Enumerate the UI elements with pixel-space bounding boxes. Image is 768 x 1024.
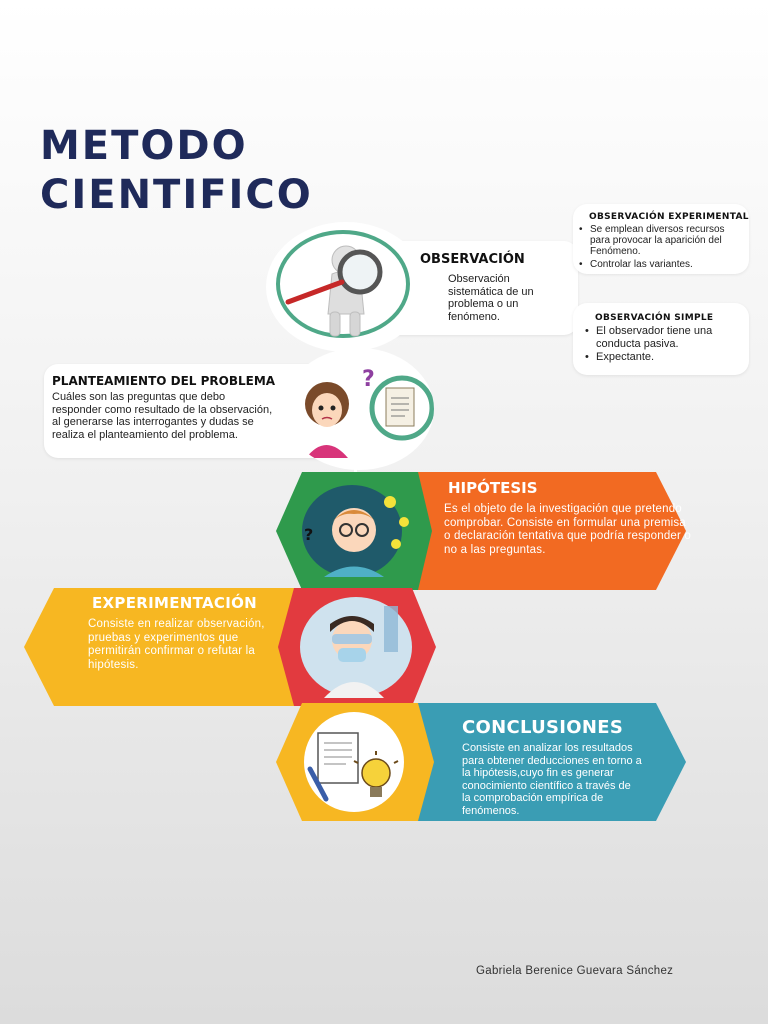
magnifier-figure-icon xyxy=(266,222,426,352)
planteamiento-heading: PLANTEAMIENTO DEL PROBLEMA xyxy=(52,374,276,388)
obs-simple-heading: OBSERVACIÓN SIMPLE xyxy=(595,313,714,323)
hipotesis-heading: HIPÓTESIS xyxy=(448,479,538,497)
observacion-heading: OBSERVACIÓN xyxy=(420,252,525,267)
conclusiones-body: Consiste en analizar los resultados para obtener deducciones en torno a la hipótesis,cuyo fin es generar conocimiento científico a través de la comprobación empírica de fenómenos. xyxy=(462,742,642,817)
title-line-2: CIENTIFICO xyxy=(40,172,313,218)
experimentacion-body: Consiste en realizar observación, pruebas y experimentos que permitirán confirmar o refutar la hipótesis. xyxy=(88,618,265,671)
observacion-body: Observación sistemática de un problema o un fenómeno. xyxy=(448,273,534,323)
obs-simple-item: • El observador tiene una conducta pasiva. xyxy=(585,325,735,350)
obs-simple-list xyxy=(585,325,735,364)
title-line-1: METODO xyxy=(40,123,248,169)
experimentacion-heading: EXPERIMENTACIÓN xyxy=(92,594,257,612)
obs-experimental-list xyxy=(579,224,745,270)
hipotesis-body: Es el objeto de la investigación que pretendo comprobar. Consiste en formular una premisa o declaración tentativa que podría responder o no a las preguntas. xyxy=(444,503,692,556)
observacion-circle xyxy=(266,222,426,352)
obs-simple-item: • Expectante. xyxy=(585,351,735,364)
svg-text:?: ? xyxy=(304,525,314,544)
obs-experimental-item: • Se emplean diversos recursos para provocar la aparición del Fenómeno. xyxy=(579,224,745,257)
author-credit: Gabriela Berenice Guevara Sánchez xyxy=(476,965,674,977)
obs-experimental-heading: OBSERVACIÓN EXPERIMENTAL xyxy=(589,212,749,222)
woman-question-icon xyxy=(284,348,434,470)
obs-simple-card xyxy=(573,303,749,375)
obs-experimental-item: • Controlar las variantes. xyxy=(579,259,745,270)
conclusiones-heading: CONCLUSIONES xyxy=(462,717,624,738)
obs-experimental-card xyxy=(573,204,749,274)
svg-text:?: ? xyxy=(362,367,375,392)
planteamiento-body: Cuáles son las preguntas que debo responder como resultado de la observación, al generarse las interrogantes y dudas se realiza el planteamiento del problema. xyxy=(52,391,273,441)
planteamiento-circle xyxy=(284,348,434,470)
page-title xyxy=(40,122,313,220)
